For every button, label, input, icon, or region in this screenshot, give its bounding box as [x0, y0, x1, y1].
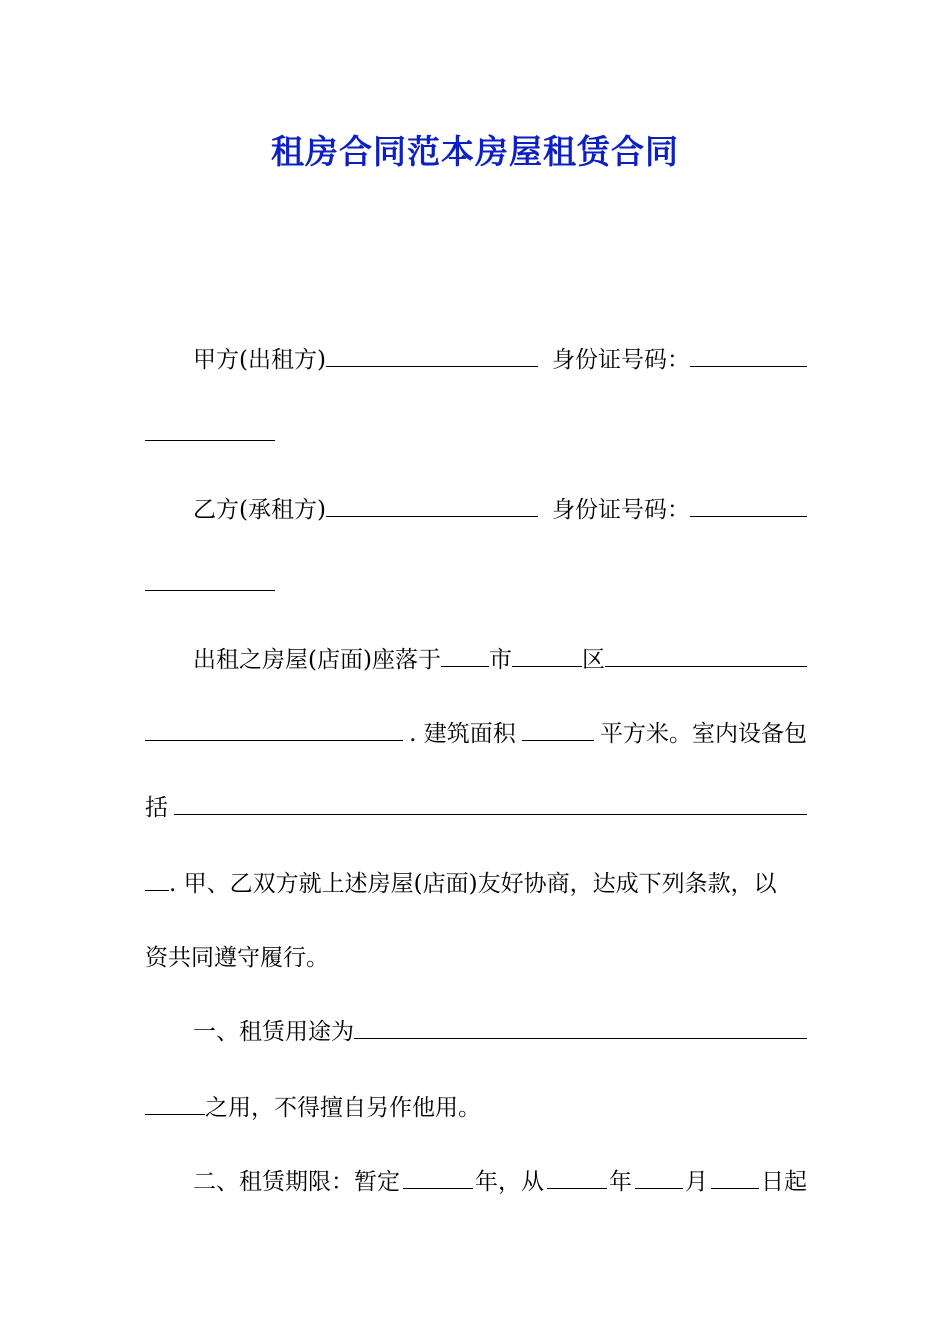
start-year-blank[interactable] [547, 1162, 607, 1189]
clause-2-line-1 [145, 1162, 807, 1202]
premises-line-3 [145, 788, 807, 828]
start-month-label: 月 [685, 1169, 708, 1195]
area-suffix: 平方米。室内设备包 [600, 721, 807, 747]
party-a-id-label: 身份证号码： [551, 347, 690, 373]
city-blank[interactable] [441, 640, 489, 667]
party-b-id-continued [145, 564, 807, 604]
agreement-text-end: 资共同遵守履行。 [145, 945, 329, 971]
term-years-unit: 年，从 [475, 1169, 544, 1195]
city-label: 市 [488, 647, 512, 673]
equipment-prefix: 括 [145, 795, 168, 821]
clause-1-line-1 [145, 1012, 807, 1052]
area-blank[interactable] [522, 714, 594, 741]
clause-2-prefix: 二、租赁期限：暂定 [193, 1169, 400, 1195]
party-b-line [145, 490, 807, 530]
premises-line-4 [145, 864, 807, 904]
party-a-id-blank[interactable] [690, 340, 807, 367]
party-a-id-continued [145, 414, 807, 454]
equipment-blank[interactable] [174, 788, 807, 815]
term-years-blank[interactable] [403, 1162, 473, 1189]
equipment-blank-continued[interactable] [145, 864, 169, 891]
party-a-line [145, 340, 807, 380]
start-day-blank[interactable] [711, 1162, 759, 1189]
clause-1-prefix: 一、租赁用途为 [193, 1019, 354, 1045]
start-month-blank[interactable] [635, 1162, 683, 1189]
address-blank-continued[interactable] [145, 714, 403, 741]
district-blank[interactable] [512, 640, 582, 667]
party-b-name-blank[interactable] [326, 490, 538, 517]
party-a-id-blank-continued[interactable] [145, 414, 275, 441]
party-a-label: 甲方(出租方) [193, 347, 326, 373]
party-b-label: 乙方(承租方) [193, 497, 326, 523]
area-prefix: . 建筑面积 [409, 721, 516, 747]
district-label: 区 [581, 647, 605, 673]
clause-1-line-2 [145, 1088, 807, 1128]
usage-blank[interactable] [354, 1012, 807, 1039]
premises-line-1 [145, 640, 807, 680]
premises-line-2 [145, 714, 807, 754]
clause-1-suffix: 之用，不得擅自另作他用。 [205, 1095, 481, 1121]
start-year-label: 年 [609, 1169, 632, 1195]
usage-blank-continued[interactable] [145, 1088, 205, 1115]
premises-line-5 [145, 938, 807, 978]
agreement-text: . 甲、乙双方就上述房屋(店面)友好协商，达成下列条款，以 [169, 871, 777, 897]
document-title: 租房合同范本房屋租赁合同 [271, 132, 679, 171]
party-a-name-blank[interactable] [326, 340, 538, 367]
party-b-id-label: 身份证号码： [551, 497, 690, 523]
party-b-id-blank-continued[interactable] [145, 564, 275, 591]
premises-prefix: 出租之房屋(店面)座落于 [193, 647, 441, 673]
start-day-label: 日起 [761, 1169, 807, 1195]
party-b-id-blank[interactable] [690, 490, 807, 517]
address-blank[interactable] [605, 640, 807, 667]
